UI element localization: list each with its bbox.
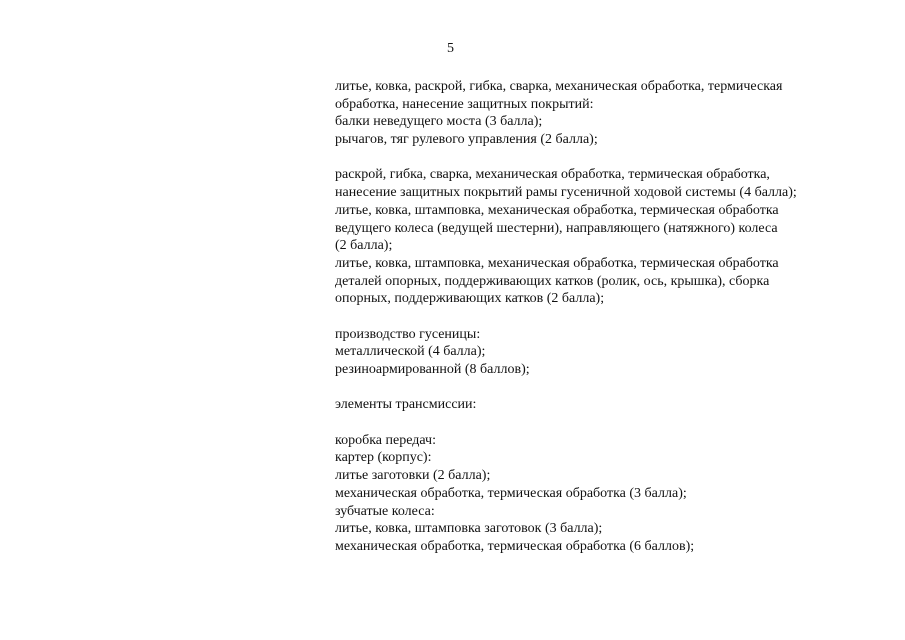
text-line: механическая обработка, термическая обработка (3 балла);	[335, 485, 687, 501]
text-line: коробка передач:	[335, 432, 436, 448]
blank-line	[335, 149, 835, 167]
text-line: балки неведущего моста (3 балла);	[335, 114, 543, 130]
text-line: обработка, нанесение защитных покрытий:	[335, 96, 594, 112]
text-line: рычагов, тяг рулевого управления (2 балла);	[335, 132, 598, 148]
blank-line	[335, 414, 835, 432]
text-line: производство гусеницы:	[335, 326, 481, 342]
blank-line	[335, 308, 835, 326]
page-number: 5	[447, 41, 454, 56]
text-line: зубчатые колеса:	[335, 503, 435, 519]
text-line: элементы трансмиссии:	[335, 397, 477, 413]
text-line: литье, ковка, раскрой, гибка, сварка, механическая обработка, термическая	[335, 79, 783, 94]
blank-line	[335, 379, 835, 397]
text-line: металлической (4 балла);	[335, 344, 486, 360]
text-line: (2 балла);	[335, 238, 393, 254]
text-line: раскрой, гибка, сварка, механическая обработка, термическая обработка,	[335, 167, 770, 183]
text-line: механическая обработка, термическая обработка (6 баллов);	[335, 538, 695, 554]
text-line: ведущего колеса (ведущей шестерни), направляющего (натяжного) колеса	[335, 220, 778, 236]
text-line: нанесение защитных покрытий рамы гусеничной ходовой системы (4 балла);	[335, 185, 797, 201]
text-line: картер (корпус):	[335, 450, 432, 466]
text-line: опорных, поддерживающих катков (2 балла);	[335, 291, 605, 307]
text-line: литье, ковка, штамповка, механическая обработка, термическая обработка	[335, 255, 779, 271]
text-line: резиноармированной (8 баллов);	[335, 362, 530, 377]
text-line: деталей опорных, поддерживающих катков (ролик, ось, крышка), сборка	[335, 273, 770, 289]
text-line: литье заготовки (2 балла);	[335, 468, 491, 484]
text-line: литье, ковка, штамповка, механическая обработка, термическая обработка	[335, 202, 779, 218]
text-line: литье, ковка, штамповка заготовок (3 балла);	[335, 521, 603, 537]
document-body	[335, 78, 835, 556]
